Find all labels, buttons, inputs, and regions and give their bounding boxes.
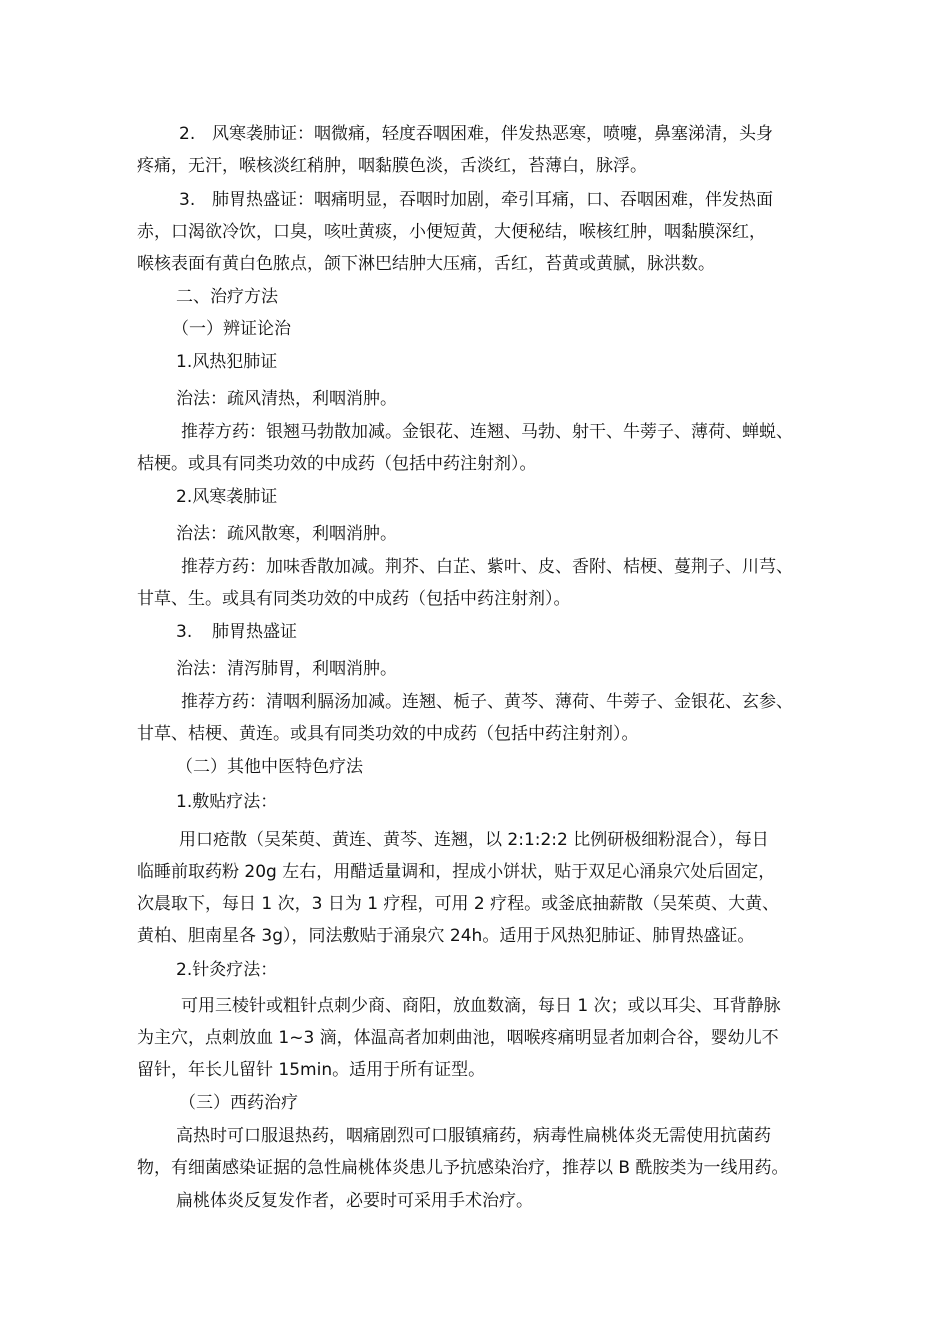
line-text: 治法：疏风清热，利咽消肿。 (176, 389, 397, 409)
text-line (0, 920, 950, 953)
text-line (0, 1120, 950, 1153)
line-text: 临睡前取药粉 20g 左右，用醋适量调和，捏成小饼状，贴于双足心涌泉穴处后固定， (137, 862, 776, 882)
surgery-note (0, 1185, 950, 1218)
line-text: 治法：疏风散寒，利咽消肿。 (176, 524, 397, 544)
text-line (0, 150, 950, 183)
line-text: 次晨取下，每日 1 次，3 日为 1 疗程，可用 2 疗程。或釜底抽薪散（吴茱萸、大黄、 (137, 894, 780, 914)
text-line (0, 856, 950, 889)
list-number: 2. (179, 124, 196, 144)
line-text: 留针，年长儿留针 15min。适用于所有证型。 (137, 1060, 486, 1080)
list-number: 3. (179, 190, 196, 210)
line-text: 喉核表面有黄白色脓点，颌下淋巴结肿大压痛，舌红，苔黄或黄腻，脉洪数。 (137, 254, 715, 274)
heading-text: （三）西药治疗 (179, 1093, 298, 1113)
subsection-heading-western-medicine (0, 1087, 950, 1120)
heading-text: 1.敷贴疗法： (176, 792, 278, 812)
text-line (0, 118, 950, 151)
line-text: 推荐方药：加味香散加减。荆芥、白芷、紫叶、皮、香附、桔梗、蔓荆子、川芎、 (181, 557, 793, 577)
treatment-principle-text (0, 518, 950, 551)
line-text: 风寒袭肺证：咽微痛，轻度吞咽困难，伴发热恶寒，喷嚏，鼻塞涕清，头身 (212, 124, 773, 144)
section-heading-treatment (0, 281, 950, 314)
text-line (0, 888, 950, 921)
line-text: 黄柏、胆南星各 3g），同法敷贴于涌泉穴 24h。适用于风热犯肺证、肺胃热盛证。 (137, 926, 755, 946)
line-text: 用口疮散（吴茱萸、黄连、黄芩、连翘，以 2:1:2:2 比例研极细粉混合），每日 (179, 830, 769, 850)
text-line (0, 416, 950, 449)
line-text: 桔梗。或具有同类功效的中成药（包括中药注射剂）。 (137, 454, 537, 474)
text-line (0, 551, 950, 584)
text-line (0, 686, 950, 719)
item-heading-lung-stomach-heat (0, 616, 950, 649)
item-heading-application-therapy (0, 786, 950, 819)
heading-text: 1.风热犯肺证 (176, 352, 278, 372)
text-line (0, 1152, 950, 1185)
line-text: 物，有细菌感染证据的急性扁桃体炎患儿予抗感染治疗，推荐以 B 酰胺类为一线用药。 (137, 1158, 789, 1178)
line-text: 可用三棱针或粗针点刺少商、商阳，放血数滴，每日 1 次；或以耳尖、耳背静脉 (181, 996, 781, 1016)
text-line (0, 583, 950, 616)
heading-text: 肺胃热盛证 (212, 622, 297, 642)
item-heading-wind-heat (0, 346, 950, 379)
line-text: 甘草、生。或具有同类功效的中成药（包括中药注射剂）。 (137, 589, 571, 609)
list-number: 3. (176, 622, 193, 642)
subsection-heading-tcm-therapies (0, 751, 950, 784)
item-heading-acupuncture (0, 954, 950, 987)
heading-text: （一）辨证论治 (172, 319, 291, 339)
text-line (0, 1022, 950, 1055)
line-text: 推荐方药：清咽利膈汤加减。连翘、栀子、黄芩、薄荷、牛蒡子、金银花、玄参、 (181, 692, 793, 712)
line-text: 疼痛，无汗，喉核淡红稍肿，咽黏膜色淡，舌淡红，苔薄白，脉浮。 (137, 156, 647, 176)
heading-text: 2.针灸疗法： (176, 960, 278, 980)
heading-text: （二）其他中医特色疗法 (176, 757, 363, 777)
text-line (0, 824, 950, 857)
text-line (0, 448, 950, 481)
text-line (0, 216, 950, 249)
text-line (0, 1054, 950, 1087)
text-line (0, 990, 950, 1023)
text-line (0, 184, 950, 217)
heading-text: 2.风寒袭肺证 (176, 487, 278, 507)
line-text: 为主穴，点刺放血 1~3 滴，体温高者加刺曲池，咽喉疼痛明显者加刺合谷，婴幼儿不 (137, 1028, 779, 1048)
item-heading-wind-cold (0, 481, 950, 514)
text-line (0, 718, 950, 751)
heading-text: 二、治疗方法 (176, 287, 278, 307)
treatment-principle-text (0, 653, 950, 686)
line-text: 肺胃热盛证：咽痛明显，吞咽时加剧，牵引耳痛，口、吞咽困难，伴发热面 (212, 190, 773, 210)
line-text: 赤，口渴欲冷饮，口臭，咳吐黄痰，小便短黄，大便秘结，喉核红肿，咽黏膜深红， (137, 222, 766, 242)
line-text: 扁桃体炎反复发作者，必要时可采用手术治疗。 (176, 1191, 533, 1211)
subsection-heading-syndrome-differentiation (0, 313, 950, 346)
line-text: 推荐方药：银翘马勃散加减。金银花、连翘、马勃、射干、牛蒡子、薄荷、蝉蜕、 (181, 422, 793, 442)
text-line (0, 248, 950, 281)
line-text: 治法：清泻肺胃，利咽消肿。 (176, 659, 397, 679)
treatment-principle-text (0, 383, 950, 416)
line-text: 甘草、桔梗、黄连。或具有同类功效的中成药（包括中药注射剂）。 (137, 724, 639, 744)
line-text: 高热时可口服退热药，咽痛剧烈可口服镇痛药，病毒性扁桃体炎无需使用抗菌药 (176, 1126, 771, 1146)
